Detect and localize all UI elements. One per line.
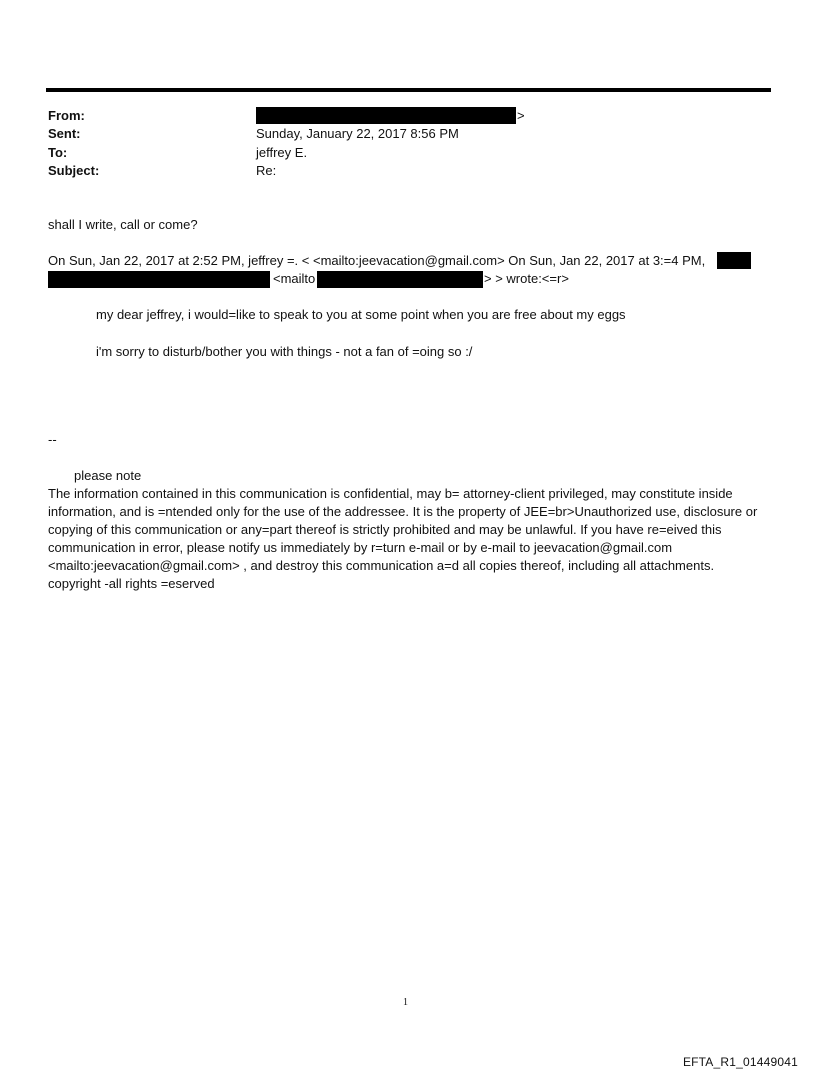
please-note: please note [74,468,142,483]
redaction-sender-fullname [48,271,270,288]
page-number: 1 [403,997,408,1008]
subject-label: Subject: [48,163,100,178]
quote-header-line2-end: > > wrote:<=r> [484,271,569,286]
quoted-message-2: i'm sorry to disturb/bother you with things - not a fan of =oing so :/ [96,344,473,359]
signature-separator: -- [48,432,57,447]
quote-header-mailto: <mailto [273,271,316,286]
sent-label: Sent: [48,126,81,141]
from-label: From: [48,108,85,123]
document-id: EFTA_R1_01449041 [682,1055,798,1069]
subject-value: Re: [256,163,277,178]
redaction-sender-name [717,252,751,269]
header-rule [46,88,771,92]
opening-line: shall I write, call or come? [48,217,198,232]
redaction-from [256,107,516,124]
from-suffix: > [517,108,525,123]
to-value: jeffrey E. [256,145,308,160]
redaction-sender-email [317,271,483,288]
quote-header-line1: On Sun, Jan 22, 2017 at 2:52 PM, jeffrey =. < <mailto:jeevacation@gmail.com> On Sun, Jan 22, 2017 at 3:=4 PM, [48,253,706,268]
sent-value: Sunday, January 22, 2017 8:56 PM [256,126,459,141]
quoted-message-1: my dear jeffrey, i would=like to speak to you at some point when you are free about my eggs [96,307,626,322]
disclaimer-paragraph: The information contained in this communication is confidential, may b= attorney-client privileged, may constitute inside information, and is =ntended only for the use of the addressee. It is the property of JEE=br>Unauthorized use, disclosure or copying of this communication or any=part thereof is strictly prohibited and may be unlawful. If you have re=eived this communication in error, please notify us immediately by r=turn e-mail or by e-mail to jeevacation@gmail.com <mailto:jeevacation@gmail.com> , and destroy this communication a=d all copies thereof, including all attachments. copyright -all rights =eserved [48,486,758,591]
to-label: To: [48,145,68,160]
